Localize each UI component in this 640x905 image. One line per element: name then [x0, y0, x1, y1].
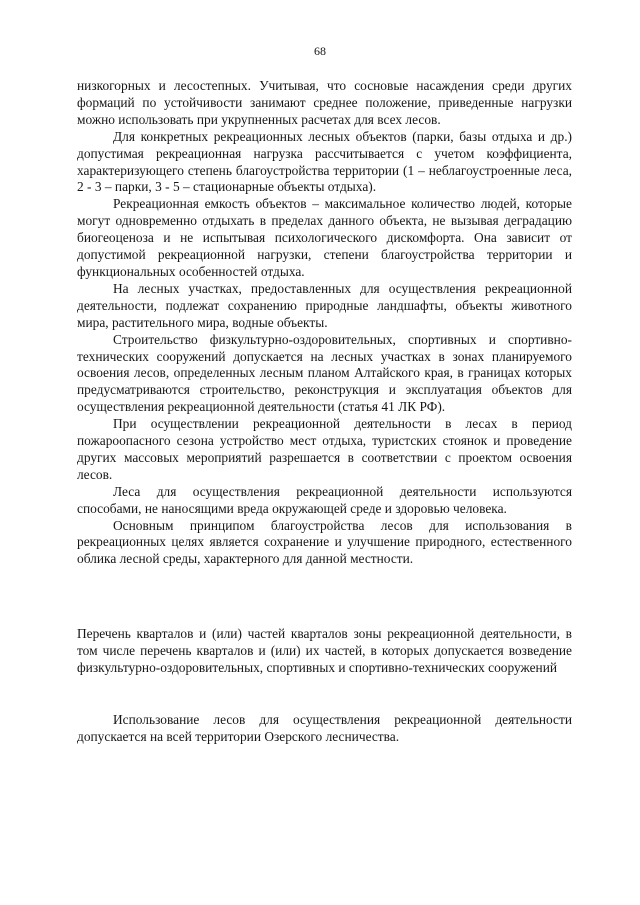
paragraph: Строительство физкультурно-оздоровительных, спортивных и спортивно-технических сооружений допускается на лесных участках в зонах планируемого освоения лесов, определенных лесным планом Алтайского края, в границах которых предусматриваются строительство, реконструкция и эксплуатация объектов для осуществления рекреационной деятельности (статья 41 ЛК РФ).	[77, 331, 572, 415]
page-number: 68	[314, 44, 326, 58]
paragraph: Использование лесов для осуществления рекреационной деятельности допускается на всей территории Озерского лесничества.	[77, 712, 572, 744]
paragraph: При осуществлении рекреационной деятельности в лесах в период пожароопасного сезона устройство мест отдыха, туристских стоянок и проведение других массовых мероприятий разрешается в соответствии с проектом освоения лесов.	[77, 416, 572, 482]
paragraph: На лесных участках, предоставленных для осуществления рекреационной деятельности, подлежат сохранению природные ландшафты, объекты животного мира, растительного мира, водные объекты.	[77, 280, 572, 330]
paragraph: Рекреационная емкость объектов – максимальное количество людей, которые могут одновременно отдыхать в пределах данного объекта, не вызывая деградацию биогеоценоза и не испытывая психологического дискомфорта. Она зависит от допустимой рекреационной нагрузки, степени благоустройства территории и функциональных особенностей отдыха.	[77, 196, 572, 279]
section-heading-block	[77, 626, 572, 677]
paragraph: низкогорных и лесостепных. Учитывая, что сосновые насаждения среди других формаций по устойчивости занимают среднее положение, приведенные нагрузки можно использовать при укрупненных расчетах для всех лесов.	[77, 78, 572, 127]
paragraph: Для конкретных рекреационных лесных объектов (парки, базы отдыха и др.) допустимая рекреационная нагрузка рассчитывается с учетом коэффициента, характеризующего степень благоустройства территории (1 – неблагоустроенные леса, 2 - 3 – парки, 3 - 5 – стационарные объекты отдыха).	[77, 128, 572, 195]
paragraph: Леса для осуществления рекреационной деятельности используются способами, не наносящими вреда окружающей среде и здоровью человека.	[77, 483, 572, 516]
section-heading: Перечень кварталов и (или) частей кварталов зоны рекреационной деятельности, в том числе перечень кварталов и (или) их частей, в которых допускается возведение физкультурно-оздоровительных, спортивных и спортивно-технических сооружений	[77, 626, 572, 675]
paragraph: Основным принципом благоустройства лесов для использования в рекреационных целях является сохранение и улучшение природного, естественного облика лесной среды, характерного для данной местности.	[77, 517, 572, 567]
body-text	[77, 78, 572, 568]
final-text	[77, 712, 572, 746]
